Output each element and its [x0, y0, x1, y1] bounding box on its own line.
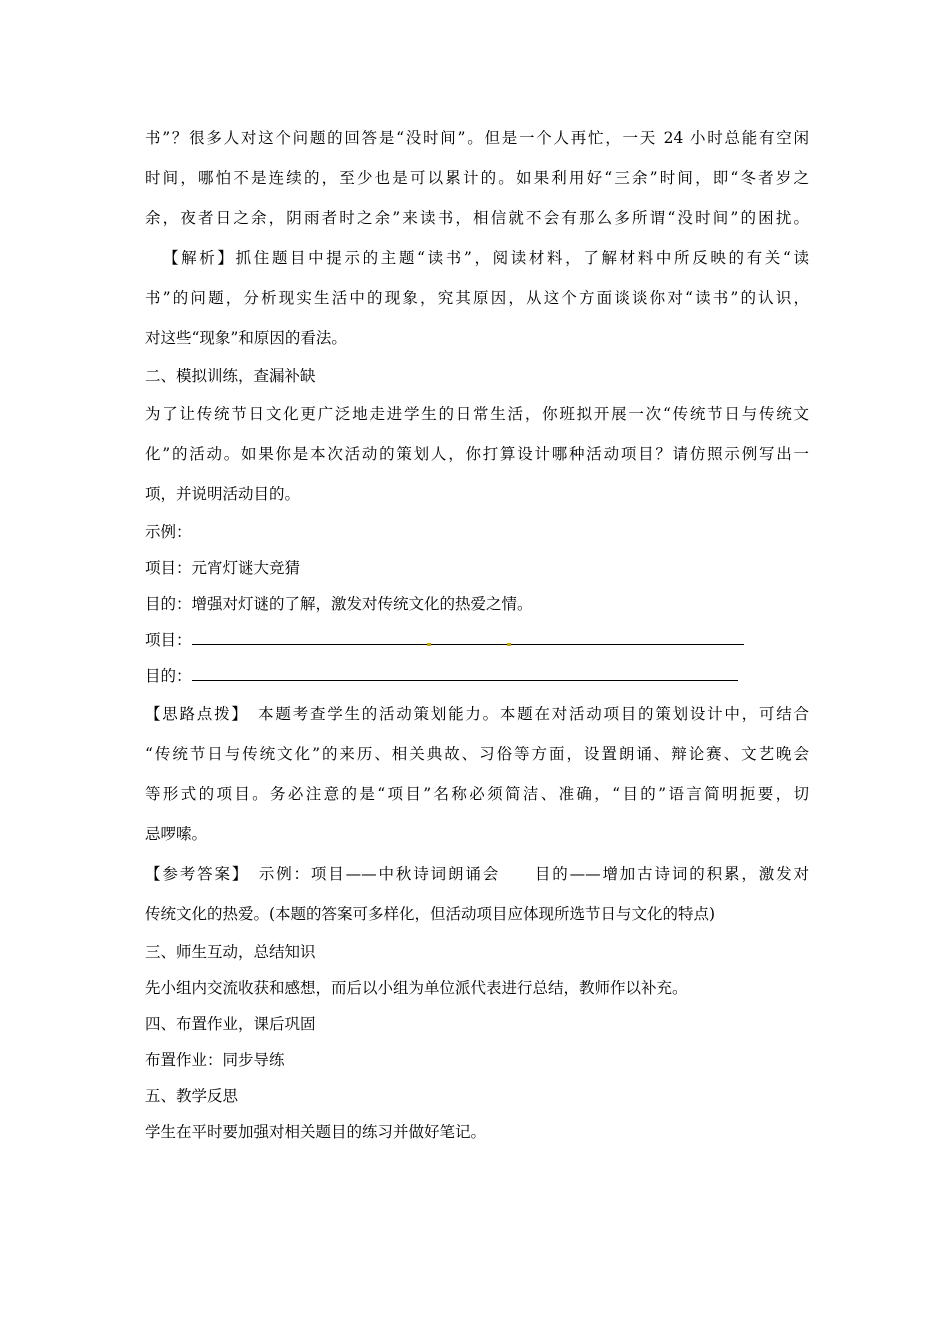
- edit-mark: [427, 643, 431, 646]
- answer-line: 传统文化的热爱。(本题的答案可多样化，但活动项目应体现所选节日与文化的特点): [145, 905, 716, 923]
- hint-line: 等形式的项目。务必注意的是“项目”名称必须简洁、准确，“目的”语言简明扼要，切: [145, 785, 809, 803]
- purpose-label: 目的：: [145, 667, 192, 685]
- question-line: 项，并说明活动目的。: [145, 485, 301, 503]
- hint-line: 忌啰嗦。: [145, 825, 208, 843]
- analysis-line: 【解析】抓住题目中提示的主题“读书”，阅读材料，了解材料中所反映的有关“读: [163, 249, 809, 267]
- section-heading: 五、教学反思: [145, 1087, 239, 1105]
- paragraph-line: 时间，哪怕不是连续的，至少也是可以累计的。如果利用好“三余”时间，即“冬者岁之: [145, 169, 809, 187]
- question-line: 化”的活动。如果你是本次活动的策划人，你打算设计哪种活动项目？请仿照示例写出一: [145, 445, 809, 463]
- answer-line: 【参考答案】 示例：项目——中秋诗词朗诵会 目的——增加古诗词的积累，激发对: [145, 865, 809, 883]
- project-label: 项目：: [145, 631, 192, 649]
- paragraph-line: 书”？很多人对这个问题的回答是“没时间”。但是一个人再忙，一天 24 小时总能有空闲: [145, 129, 809, 147]
- project-answer-blank[interactable]: [192, 630, 744, 645]
- project-answer-row: [145, 622, 809, 658]
- purpose-answer-blank[interactable]: [192, 666, 738, 681]
- edit-mark: [507, 643, 511, 646]
- section-heading: 三、师生互动，总结知识: [145, 943, 316, 961]
- hint-line: “传统节日与传统文化”的来历、相关典故、习俗等方面，设置朗诵、辩论赛、文艺晚会: [145, 745, 809, 763]
- hint-line: 【思路点拨】 本题考查学生的活动策划能力。本题在对活动项目的策划设计中，可结合: [145, 705, 809, 723]
- example-label: 示例：: [145, 523, 192, 541]
- section-text: 布置作业：同步导练: [145, 1051, 285, 1069]
- example-purpose: 目的：增强对灯谜的了解，激发对传统文化的热爱之情。: [145, 595, 533, 613]
- question-line: 为了让传统节日文化更广泛地走进学生的日常生活，你班拟开展一次“传统节日与传统文: [145, 405, 809, 423]
- paragraph-line: 余，夜者日之余，阴雨者时之余”来读书，相信就不会有那么多所谓“没时间”的困扰。: [145, 209, 809, 227]
- section-text: 学生在平时要加强对相关题目的练习并做好笔记。: [145, 1123, 487, 1141]
- section-heading: 二、模拟训练，查漏补缺: [145, 367, 316, 385]
- example-project: 项目：元宵灯谜大竞猜: [145, 559, 301, 577]
- analysis-line: 书”的问题，分析现实生活中的现象，究其原因，从这个方面谈谈你对“读书”的认识，: [145, 289, 809, 307]
- document-page: [145, 118, 809, 1150]
- purpose-answer-row: [145, 658, 809, 694]
- section-text: 先小组内交流收获和感想，而后以小组为单位派代表进行总结，教师作以补充。: [145, 979, 688, 997]
- analysis-line: 对这些“现象”和原因的看法。: [145, 329, 347, 347]
- section-heading: 四、布置作业，课后巩固: [145, 1015, 316, 1033]
